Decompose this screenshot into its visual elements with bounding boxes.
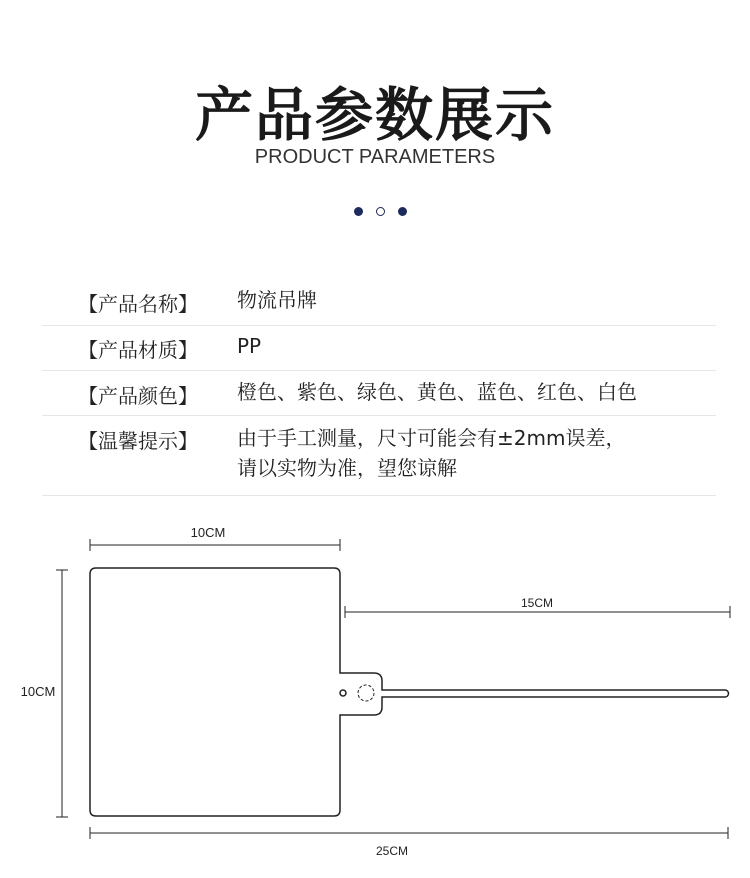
eyelet-dashed-icon	[358, 685, 374, 701]
param-label: 【产品名称】	[78, 292, 198, 316]
total-label: 25CM	[375, 844, 409, 858]
page-subtitle: PRODUCT PARAMETERS	[254, 146, 496, 168]
total-dimension	[90, 827, 728, 839]
height-dimension	[56, 570, 68, 817]
tag-hole-icon	[340, 690, 346, 696]
param-value: PP	[237, 334, 262, 358]
param-label: 【产品材质】	[78, 338, 198, 362]
tip-line-2: 请以实物为准，望您谅解	[237, 456, 457, 480]
width-label: 10CM	[190, 525, 226, 540]
string-label: 15CM	[520, 596, 554, 610]
height-label: 10CM	[20, 684, 56, 699]
param-value: 物流吊牌	[237, 288, 317, 312]
param-label: 【产品颜色】	[78, 384, 198, 408]
param-label: 【温馨提示】	[78, 429, 198, 453]
tag-outline	[90, 568, 729, 816]
tip-line-1: 由于手工测量，尺寸可能会有±2mm误差，	[237, 426, 626, 450]
page-title: 产品参数展示	[194, 81, 555, 149]
width-dimension	[90, 539, 340, 551]
param-value: 橙色、紫色、绿色、黄色、蓝色、红色、白色	[237, 380, 637, 404]
